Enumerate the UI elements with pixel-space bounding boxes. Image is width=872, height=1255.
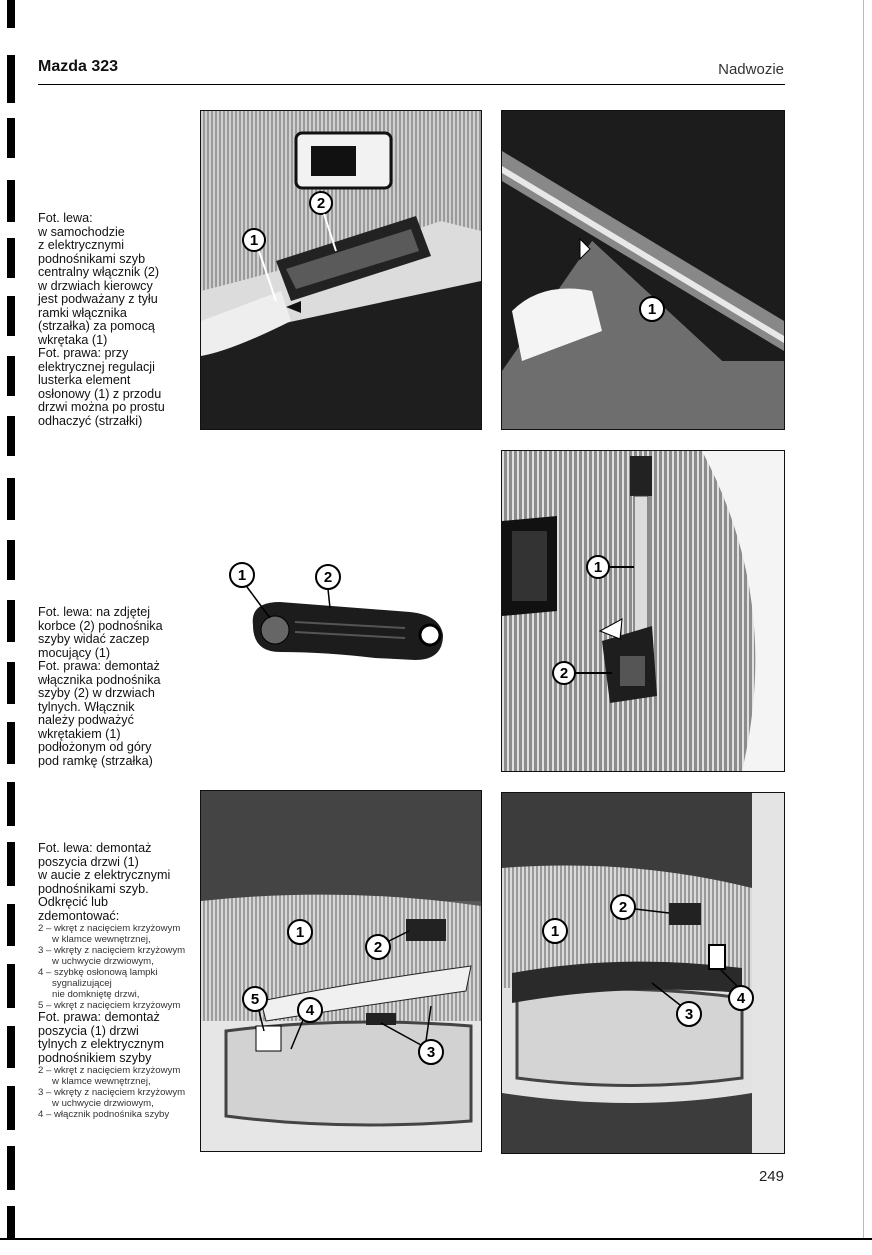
caption-line: podnośnikami szyb.: [38, 881, 149, 896]
caption-line: wkrętaka (1): [38, 332, 108, 347]
list-item: w klamce wewnętrznej,: [52, 1076, 151, 1087]
caption-line: pod ramkę (strzałka): [38, 753, 153, 768]
header-rule: [38, 84, 785, 85]
page-bottom-edge: [0, 1238, 872, 1255]
caption-line: wkrętakiem (1): [38, 726, 121, 741]
callout-5: 5: [250, 991, 260, 1008]
callout-2: 2: [373, 939, 383, 956]
list-item: 3 – wkręty z nacięciem krzyżowym: [38, 1087, 186, 1098]
caption-line: Fot. prawa: demontaż: [38, 659, 160, 673]
caption-line: mocujący (1): [38, 645, 111, 660]
binder-mark: [7, 1086, 15, 1130]
caption-line: podnośnikiem szyby: [38, 1050, 152, 1065]
caption-line: należy podważyć: [38, 713, 134, 727]
caption-1: [38, 212, 165, 428]
binder-mark: [7, 662, 15, 704]
caption-line: lusterka element: [38, 373, 131, 387]
binder-mark: [7, 1026, 15, 1068]
caption-line: jest podważany z tyłu: [38, 292, 158, 306]
binder-mark: [7, 964, 15, 1008]
binder-mark: [7, 118, 15, 158]
caption-line: tylnych. Włącznik: [38, 699, 135, 714]
list-item: nie domkniętę drzwi,: [52, 989, 140, 1000]
list-item: 3 – wkręty z nacięciem krzyżowym: [38, 945, 186, 956]
photo-rear-door-panel: [501, 792, 785, 1154]
callout-1: 1: [237, 567, 247, 584]
photo-window-switch: [200, 110, 482, 430]
binder-mark: [7, 842, 15, 886]
caption-line: szyby (2) w drzwiach: [38, 686, 155, 700]
caption-line: Fot. prawa: przy: [38, 346, 129, 360]
callout-1: 1: [647, 301, 657, 318]
page-edge: [863, 0, 864, 1253]
callout-4: 4: [305, 1002, 315, 1019]
binder-mark: [7, 1146, 15, 1190]
caption-line: poszycia (1) drzwi: [38, 1023, 139, 1038]
binder-mark: [7, 782, 15, 826]
binder-mark: [7, 478, 15, 520]
list-item: sygnalizującej: [52, 978, 112, 989]
callout-1: 1: [249, 232, 259, 249]
list-item: 5 – wkręt z nacięciem krzyżowym: [38, 1000, 181, 1011]
binder-mark: [7, 904, 15, 946]
caption-2: [38, 606, 163, 768]
binder-mark: [7, 1206, 15, 1238]
list-item: 2 – wkręt z nacięciem krzyżowym: [38, 923, 181, 934]
caption-line: Fot. prawa: demontaż: [38, 1010, 160, 1024]
caption-line: podnośnikami szyb: [38, 251, 146, 266]
list-item: 4 – włącznik podnośnika szyby: [38, 1109, 170, 1120]
header-section: Nadwozie: [718, 61, 784, 78]
binder-mark: [7, 238, 15, 278]
callout-1: 1: [550, 923, 560, 940]
page-number: 249: [758, 1168, 784, 1185]
callout-2: 2: [323, 569, 333, 586]
header-title: Mazda 323: [38, 58, 119, 75]
caption-3: [38, 842, 185, 1120]
list-item: w klamce wewnętrznej,: [52, 934, 151, 945]
caption-line: Odkręcić lub: [38, 895, 108, 909]
photo-crank-handle: [225, 560, 455, 670]
caption-line: drzwi można po prostu: [38, 400, 165, 414]
photo-mirror-cover: [501, 110, 785, 430]
caption-line: (strzałka) za pomocą: [38, 319, 155, 333]
caption-line: włącznika podnośnika: [38, 672, 161, 687]
binder-mark: [7, 55, 15, 103]
caption-line: w aucie z elektrycznymi: [38, 868, 171, 882]
callout-3: 3: [426, 1044, 436, 1061]
caption-line: tylnych z elektrycznym: [38, 1037, 164, 1051]
caption-line: centralny włącznik (2): [38, 265, 160, 279]
caption-line: z elektrycznymi: [38, 238, 125, 252]
callout-3: 3: [684, 1006, 694, 1023]
caption-line: osłonowy (1) z przodu: [38, 386, 162, 401]
caption-line: szyby widać zaczep: [38, 632, 150, 646]
caption-line: korbce (2) podnośnika: [38, 618, 163, 633]
photo-rear-switch: [501, 450, 785, 772]
caption-line: elektrycznej regulacji: [38, 359, 155, 374]
callout-2: 2: [618, 899, 628, 916]
binder-mark: [7, 180, 15, 222]
binder-mark: [7, 540, 15, 580]
caption-line: odhaczyć (strzałki): [38, 413, 143, 428]
list-item: 2 – wkręt z nacięciem krzyżowym: [38, 1065, 181, 1076]
callout-1: 1: [295, 924, 305, 941]
caption-line: poszycia drzwi (1): [38, 854, 139, 869]
binder-mark: [7, 722, 15, 764]
caption-line: ramki włącznika: [38, 305, 127, 320]
list-item: 4 – szybkę osłonową lampki: [38, 967, 158, 978]
list-item: w uchwycie drzwiowym,: [52, 1098, 154, 1109]
binder-mark: [7, 296, 15, 336]
caption-line: w samochodzie: [38, 224, 125, 239]
callout-2: 2: [559, 665, 569, 682]
binder-mark: [7, 356, 15, 396]
caption-line: Fot. lewa: demontaż: [38, 841, 152, 855]
binder-mark: [7, 0, 15, 28]
photo-front-door-panel: [200, 790, 482, 1152]
caption-line: Fot. lewa: na zdjętej: [38, 605, 151, 619]
callout-2: 2: [316, 195, 326, 212]
caption-line: Fot. lewa:: [38, 211, 93, 225]
caption-line: podłożonym od góry: [38, 740, 152, 754]
caption-line: zdemontować:: [38, 908, 120, 923]
binder-mark: [7, 600, 15, 642]
callout-1: 1: [593, 559, 603, 576]
list-item: w uchwycie drzwiowym,: [52, 956, 154, 967]
callout-4: 4: [736, 990, 746, 1007]
binder-mark: [7, 416, 15, 456]
caption-line: w drzwiach kierowcy: [38, 278, 153, 293]
